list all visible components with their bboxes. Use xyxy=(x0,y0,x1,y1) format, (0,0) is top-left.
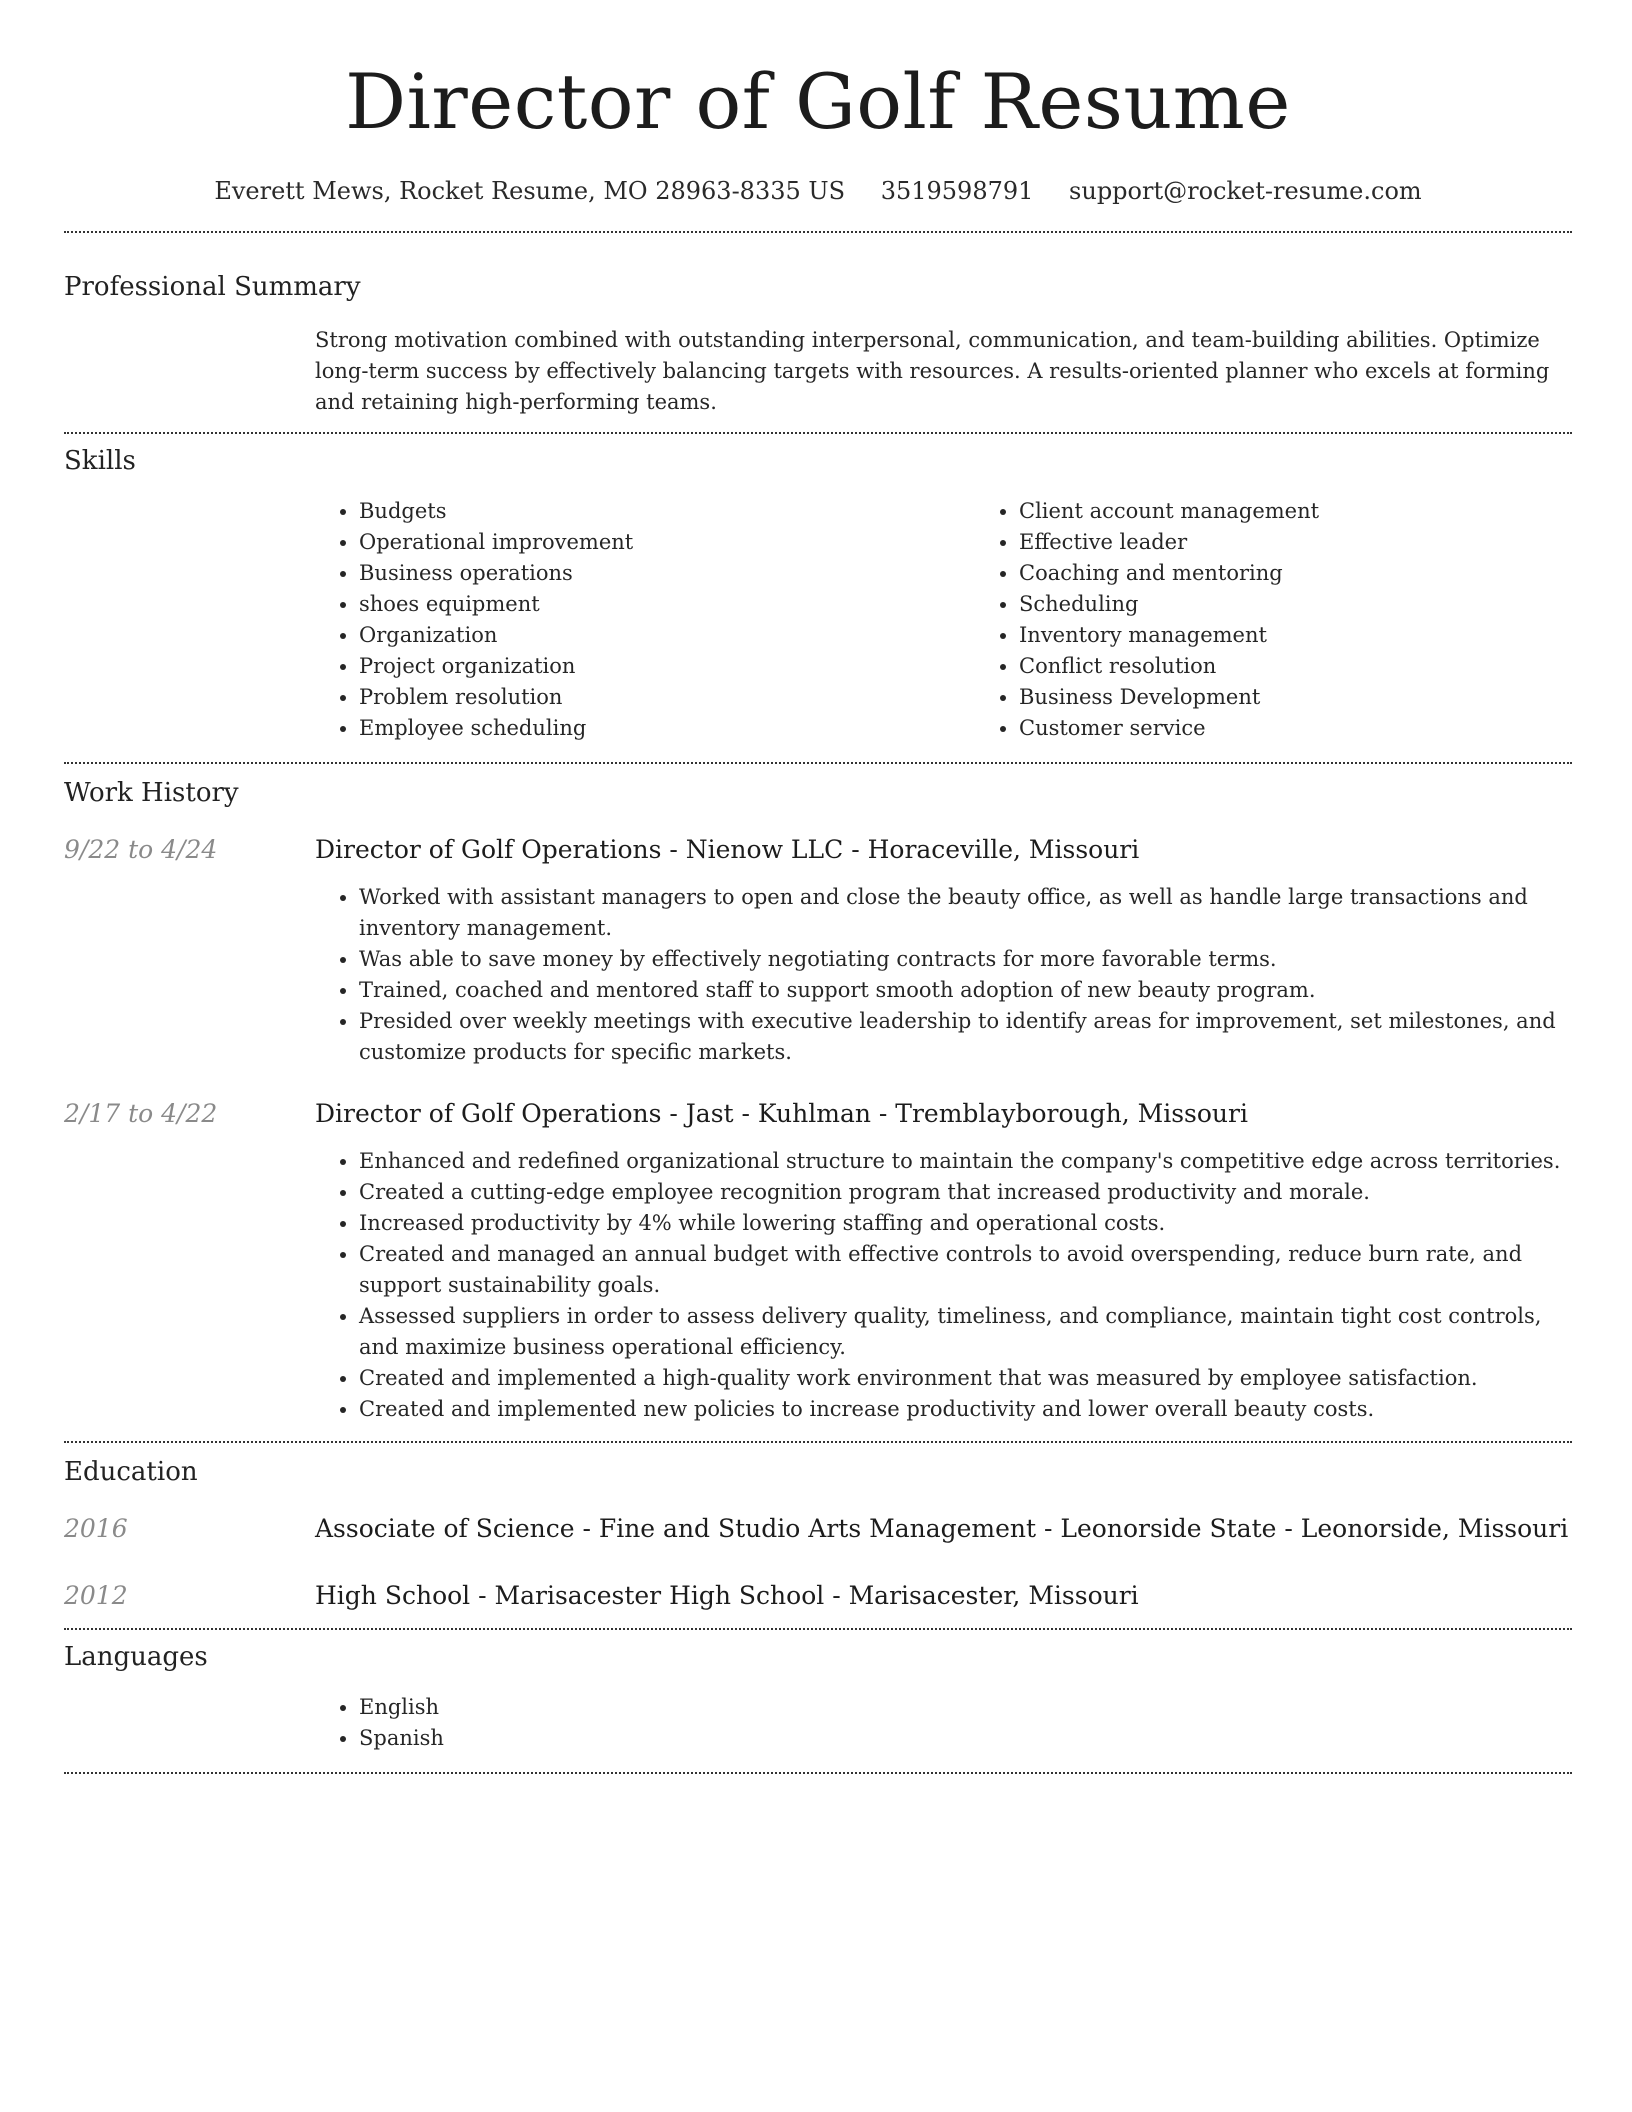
section-heading-work: Work History xyxy=(64,778,239,808)
skill-item: • Operational improvement xyxy=(359,527,975,558)
job-content xyxy=(315,1098,1572,1425)
language-item: • English xyxy=(359,1692,1572,1723)
divider xyxy=(64,762,1572,764)
skill-item: • Inventory management xyxy=(1019,620,1632,651)
education-entry xyxy=(64,1580,1572,1612)
job-entry xyxy=(64,1098,1572,1425)
skill-item: • Employee scheduling xyxy=(359,713,975,744)
skills-left-spacer xyxy=(64,496,315,744)
job-bullet: • Increased productivity by 4% while lowering staffing and operational costs. xyxy=(359,1208,1572,1239)
skill-item: • Conflict resolution xyxy=(1019,651,1632,682)
job-bullet: • Assessed suppliers in order to assess delivery quality, timeliness, and compliance, maintain tight cost controls, and maximize business operational efficiency. xyxy=(359,1301,1572,1363)
divider xyxy=(64,1441,1572,1443)
divider xyxy=(64,231,1572,233)
education-entry xyxy=(64,1513,1572,1545)
contact-phone: 3519598791 xyxy=(880,177,1034,205)
contact-address: Everett Mews, Rocket Resume, MO 28963-8335 US xyxy=(214,177,846,205)
job-bullet: • Enhanced and redefined organizational structure to maintain the company's competitive edge across territories. xyxy=(359,1146,1572,1177)
contact-line xyxy=(64,174,1572,208)
skills-row xyxy=(64,496,1572,744)
languages-row xyxy=(64,1692,1572,1754)
contact-email: support@rocket-resume.com xyxy=(1069,177,1422,205)
skill-item: • Scheduling xyxy=(1019,589,1632,620)
job-bullet: • Trained, coached and mentored staff to support smooth adoption of new beauty program. xyxy=(359,975,1572,1006)
job-bullet: • Created and implemented a high-quality work environment that was measured by employee satisfaction. xyxy=(359,1363,1572,1394)
job-bullet: • Created and implemented new policies to increase productivity and lower overall beauty costs. xyxy=(359,1394,1572,1425)
summary-row xyxy=(64,325,1572,418)
job-bullets xyxy=(315,882,1572,1068)
skill-item: • shoes equipment xyxy=(359,589,975,620)
skills-columns xyxy=(315,496,1632,744)
job-dates: 9/22 to 4/24 xyxy=(64,835,218,864)
summary-text: Strong motivation combined with outstanding interpersonal, communication, and team-building abilities. Optimize long-term success by effectively balancing targets with resources. A results-oriented planner who excels at forming and retaining high-performing teams. xyxy=(315,328,1550,414)
skill-item: • Client account management xyxy=(1019,496,1632,527)
resume-page xyxy=(64,0,1572,1774)
skill-item: • Project organization xyxy=(359,651,975,682)
skill-item: • Budgets xyxy=(359,496,975,527)
job-entry xyxy=(64,834,1572,1068)
section-heading-summary: Professional Summary xyxy=(64,272,361,302)
language-item: • Spanish xyxy=(359,1723,1572,1754)
education-title: Associate of Science - Fine and Studio Arts Management - Leonorside State - Leonorside, Missouri xyxy=(315,1514,1569,1543)
job-bullet: • Created a cutting-edge employee recognition program that increased productivity and morale. xyxy=(359,1177,1572,1208)
languages-left-spacer xyxy=(64,1692,315,1754)
skill-item: • Problem resolution xyxy=(359,682,975,713)
skill-item: • Business operations xyxy=(359,558,975,589)
education-year: 2012 xyxy=(64,1581,128,1610)
divider xyxy=(64,432,1572,434)
job-content xyxy=(315,834,1572,1068)
divider xyxy=(64,1772,1572,1774)
job-bullet: • Presided over weekly meetings with executive leadership to identify areas for improvement, set milestones, and customize products for specific markets. xyxy=(359,1006,1572,1068)
education-year: 2016 xyxy=(64,1514,128,1543)
skill-item: • Customer service xyxy=(1019,713,1632,744)
summary-left-spacer xyxy=(64,325,315,418)
job-bullet: • Was able to save money by effectively negotiating contracts for more favorable terms. xyxy=(359,944,1572,975)
skill-item: • Organization xyxy=(359,620,975,651)
job-bullet: • Worked with assistant managers to open and close the beauty office, as well as handle large transactions and inventory management. xyxy=(359,882,1572,944)
job-bullet: • Created and managed an annual budget with effective controls to avoid overspending, reduce burn rate, and support sustainability goals. xyxy=(359,1239,1572,1301)
job-title: Director of Golf Operations - Nienow LLC - Horaceville, Missouri xyxy=(315,835,1140,864)
skill-item: • Effective leader xyxy=(1019,527,1632,558)
job-dates: 2/17 to 4/22 xyxy=(64,1099,218,1128)
languages-content xyxy=(315,1692,1572,1754)
job-title: Director of Golf Operations - Jast - Kuhlman - Tremblayborough, Missouri xyxy=(315,1099,1248,1128)
resume-title: Director of Golf Resume xyxy=(345,57,1291,146)
section-heading-education: Education xyxy=(64,1457,198,1487)
skills-list-left xyxy=(315,496,975,744)
skill-item: • Coaching and mentoring xyxy=(1019,558,1632,589)
divider xyxy=(64,1628,1572,1630)
skills-list-right xyxy=(975,496,1632,744)
languages-list xyxy=(315,1692,1572,1754)
section-heading-skills: Skills xyxy=(64,446,136,476)
section-heading-languages: Languages xyxy=(64,1642,208,1672)
skill-item: • Business Development xyxy=(1019,682,1632,713)
education-title: High School - Marisacester High School - Marisacester, Missouri xyxy=(315,1581,1139,1610)
job-bullets xyxy=(315,1146,1572,1425)
